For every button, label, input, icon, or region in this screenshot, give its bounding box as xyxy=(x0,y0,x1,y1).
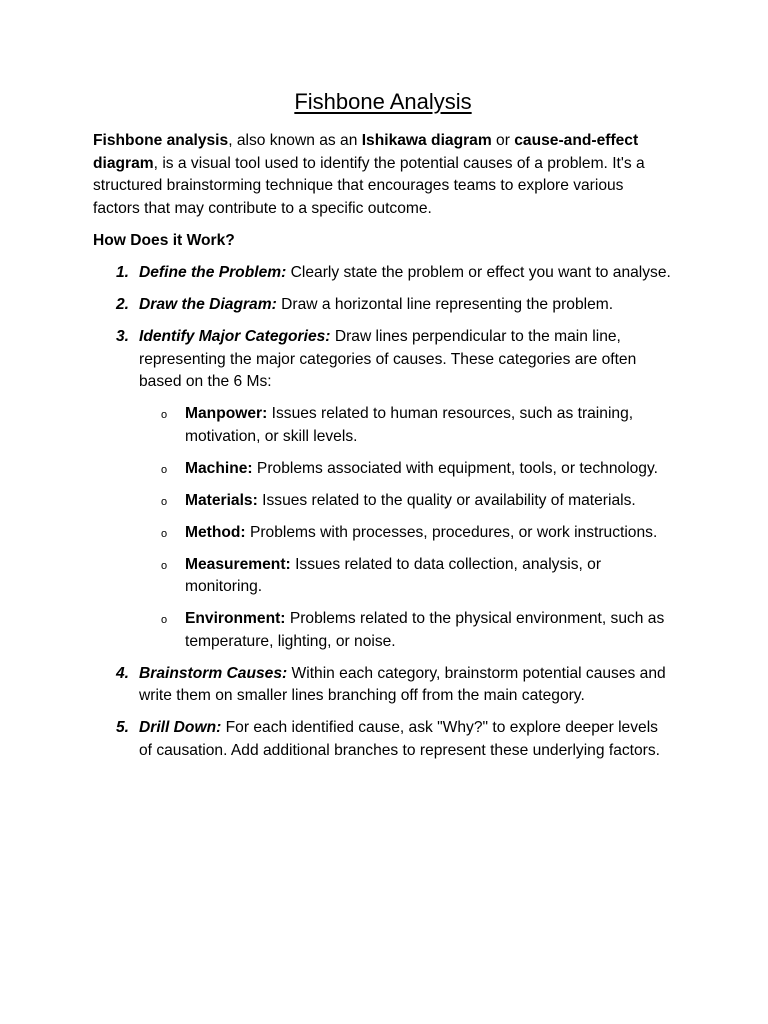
step-number: 3. xyxy=(116,328,130,345)
step-text: Within each category, brainstorm potential causes and write them on smaller lines branching off from the main category. xyxy=(139,664,666,704)
steps-list xyxy=(93,262,673,762)
category-label: Method: xyxy=(185,523,246,541)
intro-text-2: or xyxy=(491,132,515,149)
category-label: Machine: xyxy=(185,459,253,477)
page-title: Fishbone Analysis xyxy=(294,89,472,114)
category-text: Problems associated with equipment, tools, or technology. xyxy=(252,459,658,477)
list-item xyxy=(139,458,673,481)
list-item xyxy=(139,554,673,599)
term-fishbone: Fishbone analysis xyxy=(93,132,229,149)
list-item xyxy=(139,403,673,448)
intro-text-3: , is a visual tool used to identify the potential causes of a problem. It's a structured brainstorming technique that encourages teams to explore various factors that may contribute to a specific outcome. xyxy=(93,154,645,217)
list-item xyxy=(139,608,673,653)
category-label: Materials: xyxy=(185,491,258,509)
intro-text-1: , also known as an xyxy=(228,132,362,149)
term-cause-effect: cause-and-effect diagram xyxy=(93,132,639,172)
document-page xyxy=(93,88,673,772)
step-number: 5. xyxy=(116,719,130,736)
step-item xyxy=(93,326,673,653)
step-item xyxy=(93,262,673,285)
category-text: Issues related to human resources, such as training, motivation, or skill levels. xyxy=(185,405,634,445)
step-text: Draw a horizontal line representing the problem. xyxy=(276,296,614,313)
step-number: 1. xyxy=(116,264,130,281)
category-text: Problems with processes, procedures, or work instructions. xyxy=(245,523,658,541)
step-title: Identify Major Categories: xyxy=(139,328,331,345)
step-title: Draw the Diagram: xyxy=(139,296,277,313)
category-label: Manpower: xyxy=(185,405,268,422)
step-title: Drill Down: xyxy=(139,719,222,736)
list-item xyxy=(139,490,673,513)
step-text: Clearly state the problem or effect you want to analyse. xyxy=(286,264,671,281)
step-title: Brainstorm Causes: xyxy=(139,664,288,682)
step-title: Define the Problem: xyxy=(139,264,287,281)
circle-bullet-icon: o xyxy=(161,559,168,572)
step-item xyxy=(93,717,673,762)
category-text: Issues related to data collection, analysis, or monitoring. xyxy=(185,555,602,595)
intro-paragraph xyxy=(93,130,673,220)
circle-bullet-icon: o xyxy=(161,409,168,421)
step-number: 2. xyxy=(116,296,130,313)
circle-bullet-icon: o xyxy=(161,527,168,540)
step-item xyxy=(93,663,673,708)
step-text: Draw lines perpendicular to the main line, representing the major categories of causes. These categories are often based on the 6 Ms: xyxy=(139,328,637,390)
step-text: For each identified cause, ask "Why?" to explore deeper levels of causation. Add additional branches to represent these underlying factors. xyxy=(139,719,660,759)
category-text: Problems related to the physical environment, such as temperature, lighting, or noise. xyxy=(185,610,665,650)
circle-bullet-icon: o xyxy=(161,463,168,476)
six-ms-list xyxy=(139,403,673,653)
circle-bullet-icon: o xyxy=(161,495,168,508)
how-heading: How Does it Work? xyxy=(93,232,235,249)
circle-bullet-icon: o xyxy=(161,614,168,626)
step-item xyxy=(93,294,673,317)
term-ishikawa: Ishikawa diagram xyxy=(361,132,492,149)
step-number: 4. xyxy=(116,664,130,682)
category-text: Issues related to the quality or availability of materials. xyxy=(257,491,636,509)
category-label: Environment: xyxy=(185,610,286,627)
category-label: Measurement: xyxy=(185,555,291,573)
list-item xyxy=(139,522,673,545)
